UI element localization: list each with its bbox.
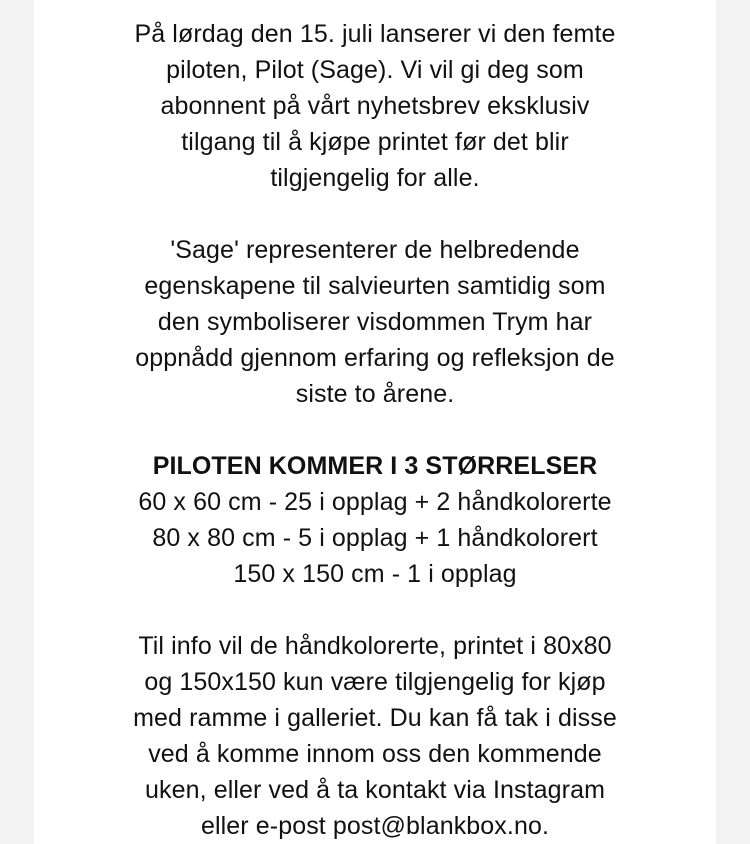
info-paragraph xyxy=(34,628,716,844)
text-line: siste to årene. xyxy=(295,380,455,408)
text-line: egenskapene til salvieurten samtidig som xyxy=(144,272,606,300)
text-line: piloten, Pilot (Sage). Vi vil gi deg som xyxy=(166,56,584,84)
email-body xyxy=(34,0,716,844)
sage-paragraph xyxy=(34,232,716,412)
text-line: den symboliserer visdommen Trym har xyxy=(157,308,593,336)
email-content xyxy=(34,16,716,844)
size-line: 80 x 80 cm - 5 i opplag + 1 håndkolorert xyxy=(152,524,598,552)
launch-paragraph xyxy=(34,16,716,196)
contact-line xyxy=(34,808,716,844)
text-line: uken, eller ved å ta kontakt via Instagram xyxy=(145,776,605,804)
text-line: 'Sage' representerer de helbredende xyxy=(170,236,580,264)
sizes-heading: PILOTEN KOMMER I 3 STØRRELSER xyxy=(152,452,598,480)
size-line: 60 x 60 cm - 25 i opplag + 2 håndkolorerte xyxy=(138,488,612,516)
text-line: tilgjengelig for alle. xyxy=(270,164,480,192)
text-line: abonnent på vårt nyhetsbrev eksklusiv xyxy=(160,92,590,120)
text-line: Til info vil de håndkolorerte, printet i 80x80 xyxy=(138,632,612,660)
text-line: tilgang til å kjøpe printet før det blir xyxy=(181,128,569,156)
contact-prefix: eller e-post xyxy=(200,812,333,840)
sizes-section xyxy=(34,448,716,592)
size-line: 150 x 150 cm - 1 i opplag xyxy=(233,560,517,588)
text-line: oppnådd gjennom erfaring og refleksjon de xyxy=(135,344,615,372)
text-line: med ramme i galleriet. Du kan få tak i disse xyxy=(133,704,617,732)
email-link[interactable]: post@blankbox.no xyxy=(332,812,542,840)
text-line: ved å komme innom oss den kommende xyxy=(148,740,602,768)
text-line: og 150x150 kun være tilgjengelig for kjøp xyxy=(144,668,606,696)
contact-suffix: . xyxy=(541,812,550,840)
text-line: På lørdag den 15. juli lanserer vi den femte xyxy=(134,20,616,48)
